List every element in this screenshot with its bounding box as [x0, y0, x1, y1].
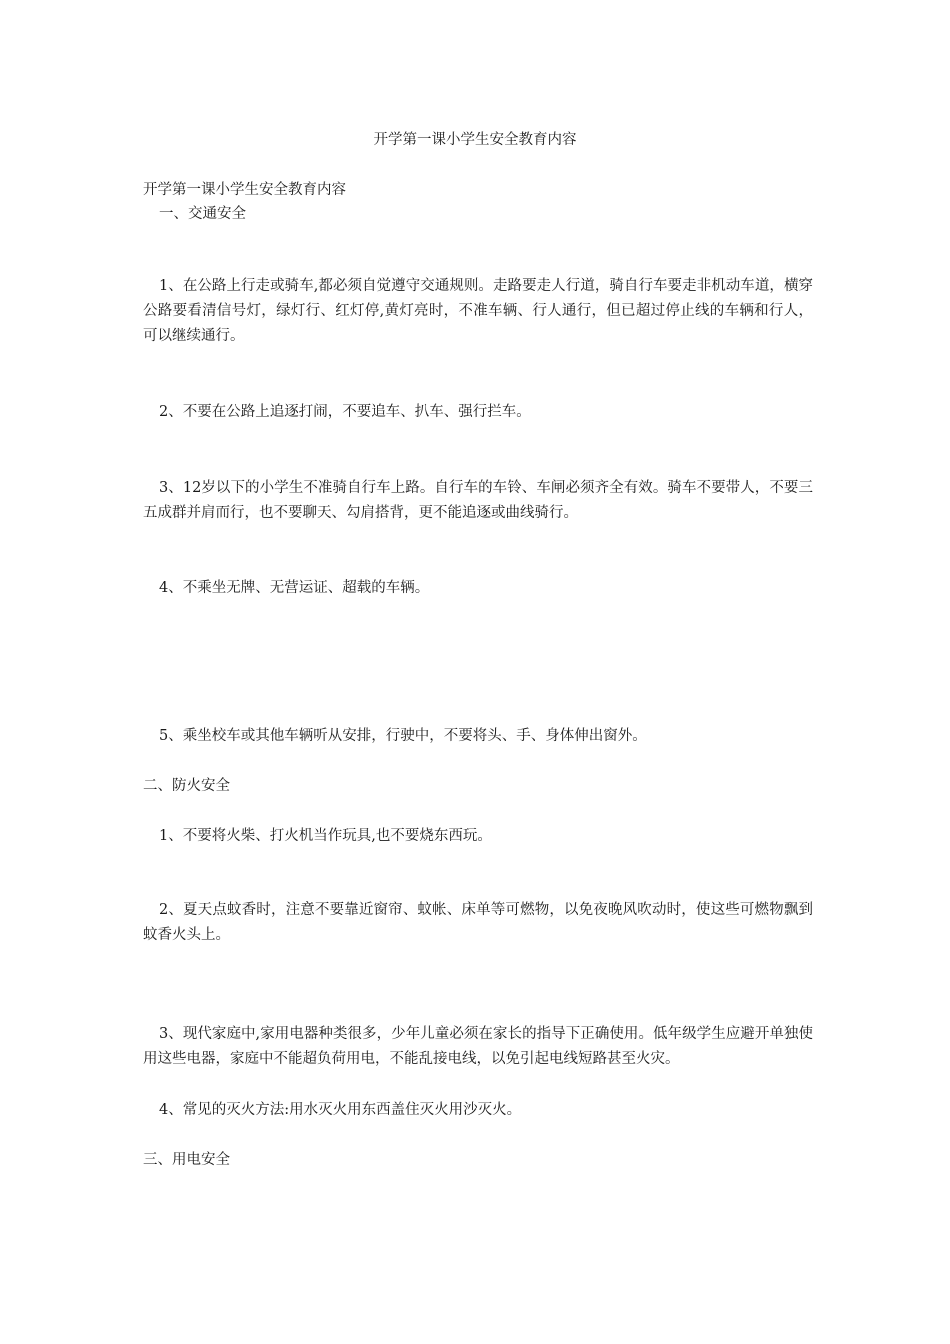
paragraph-fire-2: 2、夏天点蚊香时，注意不要靠近窗帘、蚊帐、床单等可燃物，以免夜晚风吹动时，使这些可燃物飘到蚊香火头上。	[143, 902, 813, 943]
paragraph-traffic-5: 5、乘坐校车或其他车辆听从安排，行驶中，不要将头、手、身体伸出窗外。	[159, 728, 647, 744]
paragraph-traffic-1: 1、在公路上行走或骑车,都必须自觉遵守交通规则。走路要走人行道，骑自行车要走非机动车道，横穿公路要看清信号灯，绿灯行、红灯停,黄灯亮时，不准车辆、行人通行，但已超过停止线的车辆和行人，可以继续通行。	[143, 278, 813, 344]
paragraph-traffic-3: 3、12岁以下的小学生不准骑自行车上路。自行车的车铃、车闸必须齐全有效。骑车不要带人，不要三五成群并肩而行，也不要聊天、勾肩搭背，更不能追逐或曲线骑行。	[143, 480, 813, 521]
paragraph-traffic-2: 2、不要在公路上追逐打闹，不要追车、扒车、强行拦车。	[159, 404, 531, 420]
paragraph-fire-4: 4、常见的灭火方法:用水灭火用东西盖住灭火用沙灭火。	[159, 1102, 522, 1118]
paragraph-fire-1: 1、不要将火柴、打火机当作玩具,也不要烧东西玩。	[159, 828, 492, 844]
section-heading-fire: 二、防火安全	[143, 778, 230, 794]
section-heading-traffic: 一、交通安全	[159, 206, 246, 222]
paragraph-fire-3: 3、现代家庭中,家用电器种类很多，少年儿童必须在家长的指导下正确使用。低年级学生应避开单独使用这些电器，家庭中不能超负荷用电，不能乱接电线，以免引起电线短路甚至火灾。	[143, 1026, 813, 1067]
paragraph-traffic-4: 4、不乘坐无牌、无营运证、超载的车辆。	[159, 580, 430, 596]
section-heading-electric: 三、用电安全	[143, 1152, 230, 1168]
document-title: 开学第一课小学生安全教育内容	[373, 132, 577, 148]
document-subtitle: 开学第一课小学生安全教育内容	[143, 182, 346, 198]
